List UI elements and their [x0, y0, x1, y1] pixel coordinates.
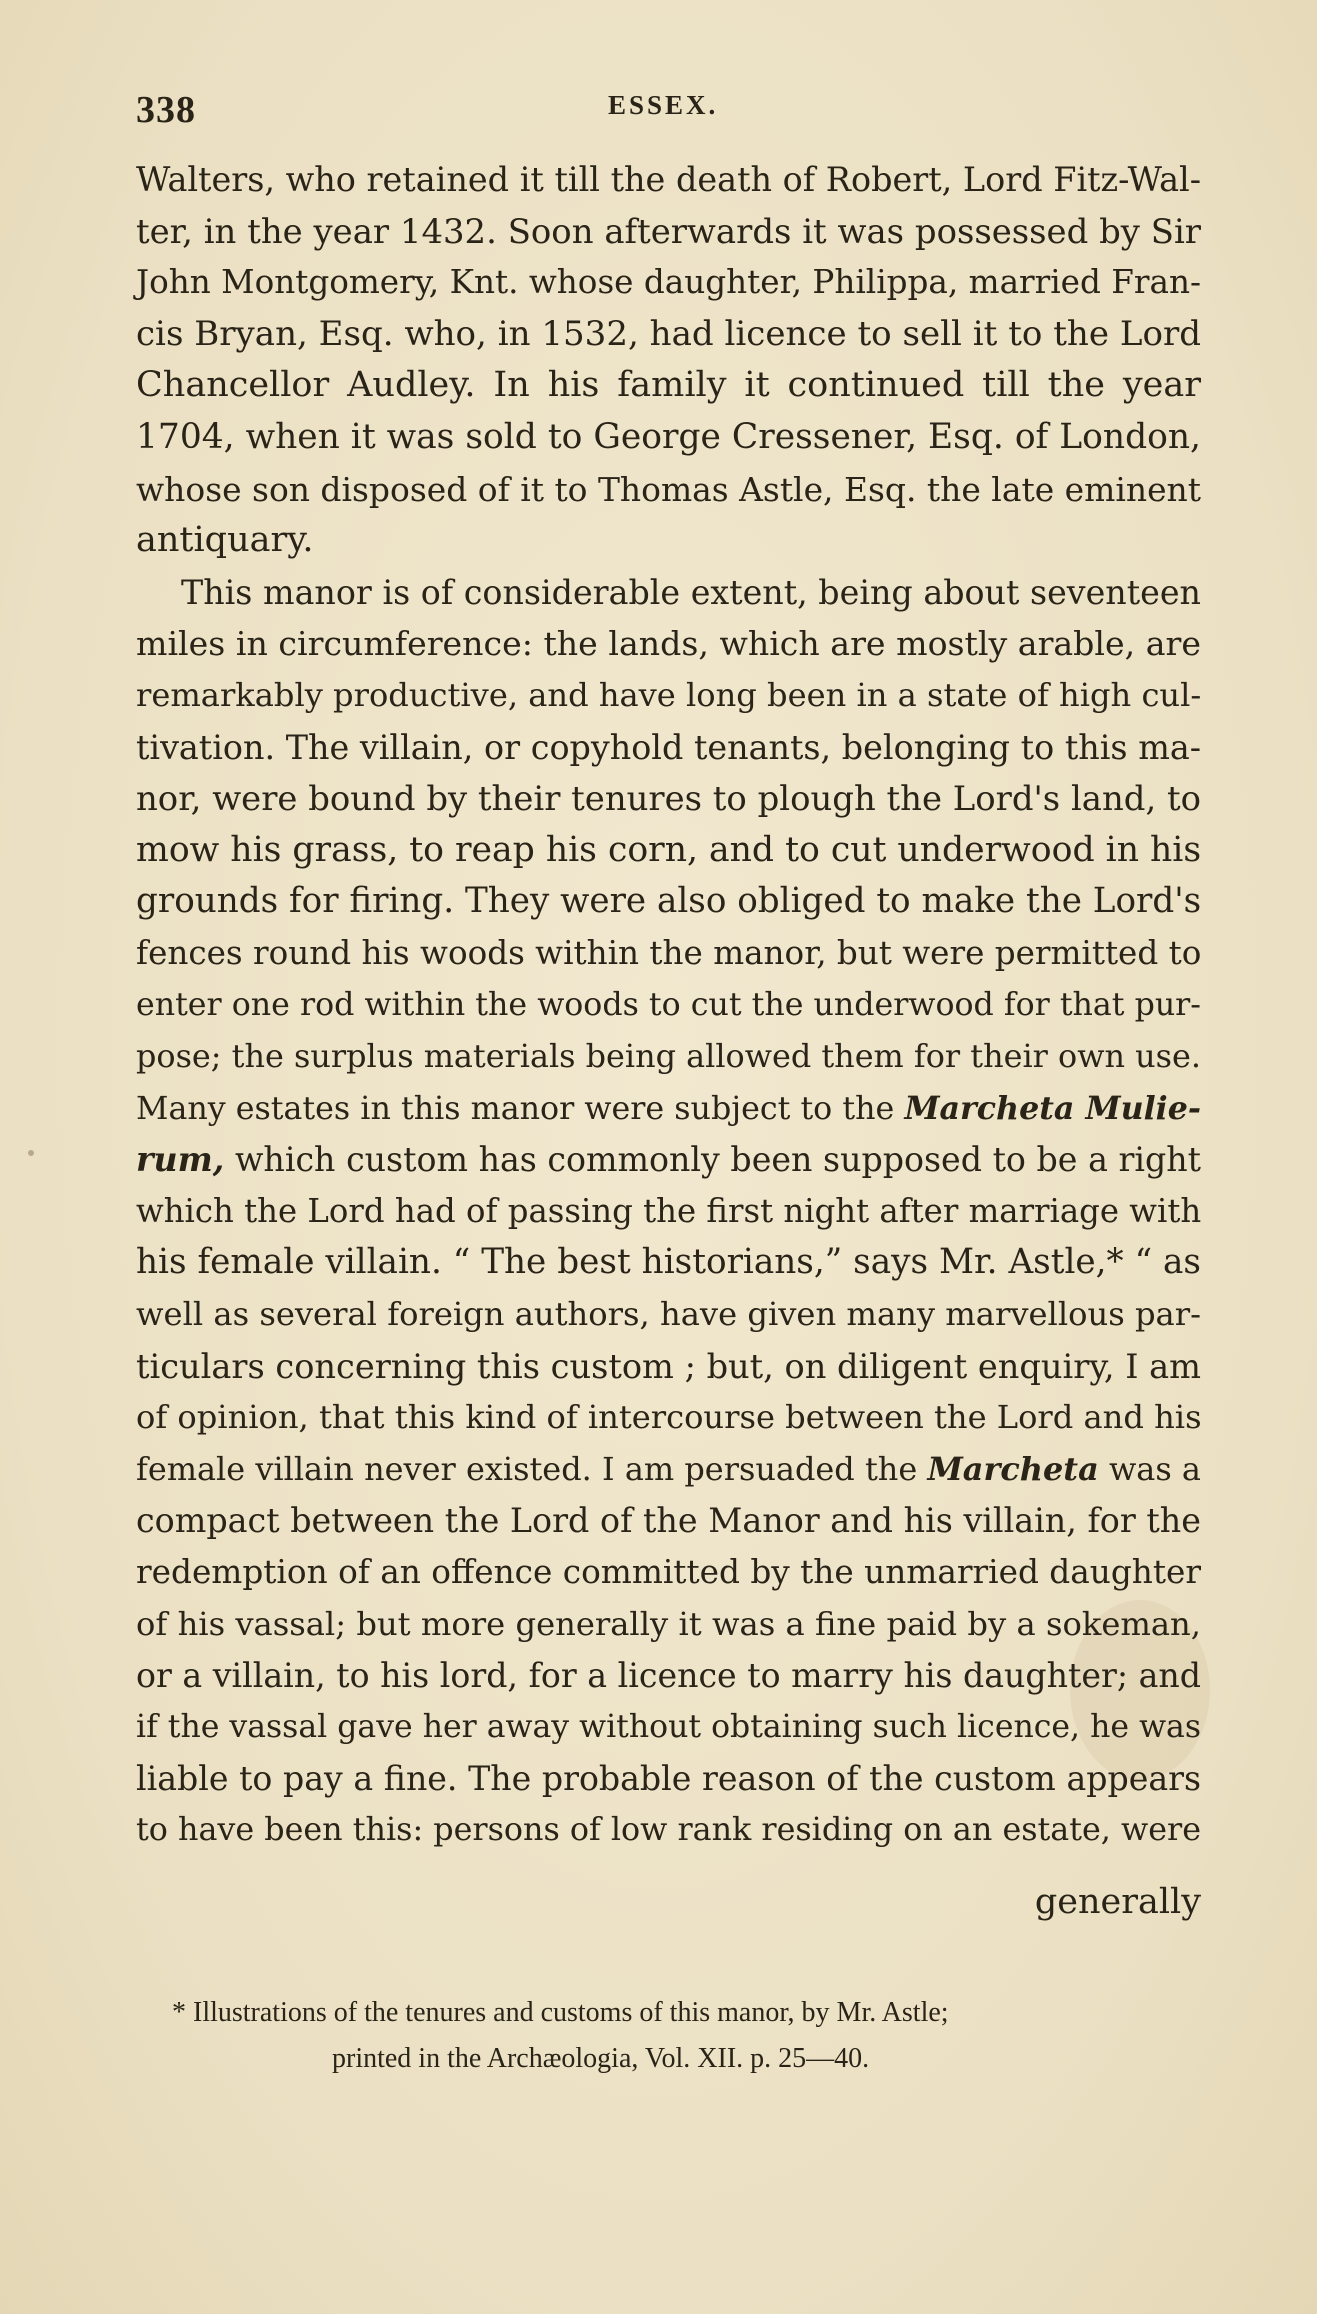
text-line: tivation. The villain, or copyhold tenants, belonging to this ma- — [136, 727, 1201, 767]
catchword: generally — [1034, 1881, 1201, 1922]
text-line: to have been this: persons of low rank residing on an estate, were — [136, 1812, 1201, 1848]
text-line: pose; the surplus materials being allowed them for their own use. — [136, 1037, 1201, 1076]
italic-term: rum, — [136, 1140, 225, 1180]
text-line: John Montgomery, Knt. whose daughter, Philippa, married Fran- — [136, 263, 1201, 302]
text-line — [136, 1134, 1201, 1186]
text-line: which the Lord had of passing the first night after marriage with — [136, 1191, 1202, 1230]
text-line: whose son disposed of it to Thomas Astle, Esq. the late eminent — [136, 469, 1201, 509]
text-line: miles in circumference: the lands, which are mostly arable, are — [136, 624, 1201, 664]
text-line: This manor is of considerable extent, being about seventeen — [181, 572, 1201, 612]
text-line — [136, 1083, 1201, 1135]
text-line: mow his grass, to reap his corn, and to cut underwood in his — [136, 829, 1202, 870]
text-segment: female villain never existed. I am persuaded the — [136, 1449, 918, 1488]
body-text — [136, 154, 1201, 1928]
text-line: 1704, when it was sold to George Cressener, Esq. of London, — [136, 416, 1201, 457]
text-line: ticulars concerning this custom ; but, on diligent enquiry, I am — [136, 1346, 1201, 1386]
text-line: cis Bryan, Esq. who, in 1532, had licence to sell it to the Lord — [136, 313, 1201, 354]
text-line: well as several foreign authors, have given many marvellous par- — [136, 1295, 1201, 1334]
text-line: remarkably productive, and have long been in a state of high cul- — [136, 675, 1202, 714]
text-line: Chancellor Audley. In his family it continued till the year — [136, 365, 1201, 406]
text-line: or a villain, to his lord, for a licence to marry his daughter; and — [136, 1656, 1201, 1696]
text-line: antiquary. — [136, 520, 314, 561]
text-segment: was a — [1108, 1449, 1201, 1488]
text-line: enter one rod within the woods to cut the underwood for that pur- — [136, 986, 1201, 1023]
text-segment: Many estates in this manor were subject to the — [136, 1090, 895, 1127]
text-line: Walters, who retained it till the death of Robert, Lord Fitz-Wal- — [136, 160, 1201, 199]
text-line: nor, were bound by their tenures to plough the Lord's land, to — [136, 779, 1201, 819]
footnote-line: * Illustrations of the tenures and customs of this manor, by Mr. Astle; — [172, 1997, 949, 2028]
footnote-line: printed in the Archæologia, Vol. XII. p. 25—40. — [332, 2043, 870, 2074]
running-title: ESSEX. — [608, 90, 719, 120]
text-line: redemption of an offence committed by the unmarried daughter — [136, 1553, 1201, 1592]
page-number: 338 — [136, 89, 196, 131]
text-line: grounds for firing. They were also obliged to make the Lord's — [136, 881, 1202, 922]
text-line: if the vassal gave her away without obtaining such licence, he was — [136, 1708, 1201, 1745]
text-line: ter, in the year 1432. Soon afterwards it was possessed by Sir — [136, 211, 1201, 251]
text-line: fences round his woods within the manor, but were permitted to — [136, 933, 1202, 972]
text-line: his female villain. “ The best historians,” says Mr. Astle,* “ as — [136, 1242, 1201, 1283]
text-line: compact between the Lord of the Manor and his villain, for the — [136, 1501, 1201, 1541]
paper-speck — [28, 1150, 34, 1156]
text-line: of opinion, that this kind of intercourse between the Lord and his — [136, 1398, 1202, 1437]
text-segment: which custom has commonly been supposed to be a right — [235, 1140, 1201, 1180]
text-line — [136, 1444, 1201, 1496]
italic-term: Marcheta — [927, 1449, 1099, 1488]
italic-term: Marcheta Mulie- — [904, 1089, 1202, 1127]
text-line: of his vassal; but more generally it was a fine paid by a sokeman, — [136, 1604, 1201, 1643]
footnote — [172, 1990, 1202, 2082]
text-line: liable to pay a fine. The probable reason of the custom appears — [136, 1759, 1201, 1799]
